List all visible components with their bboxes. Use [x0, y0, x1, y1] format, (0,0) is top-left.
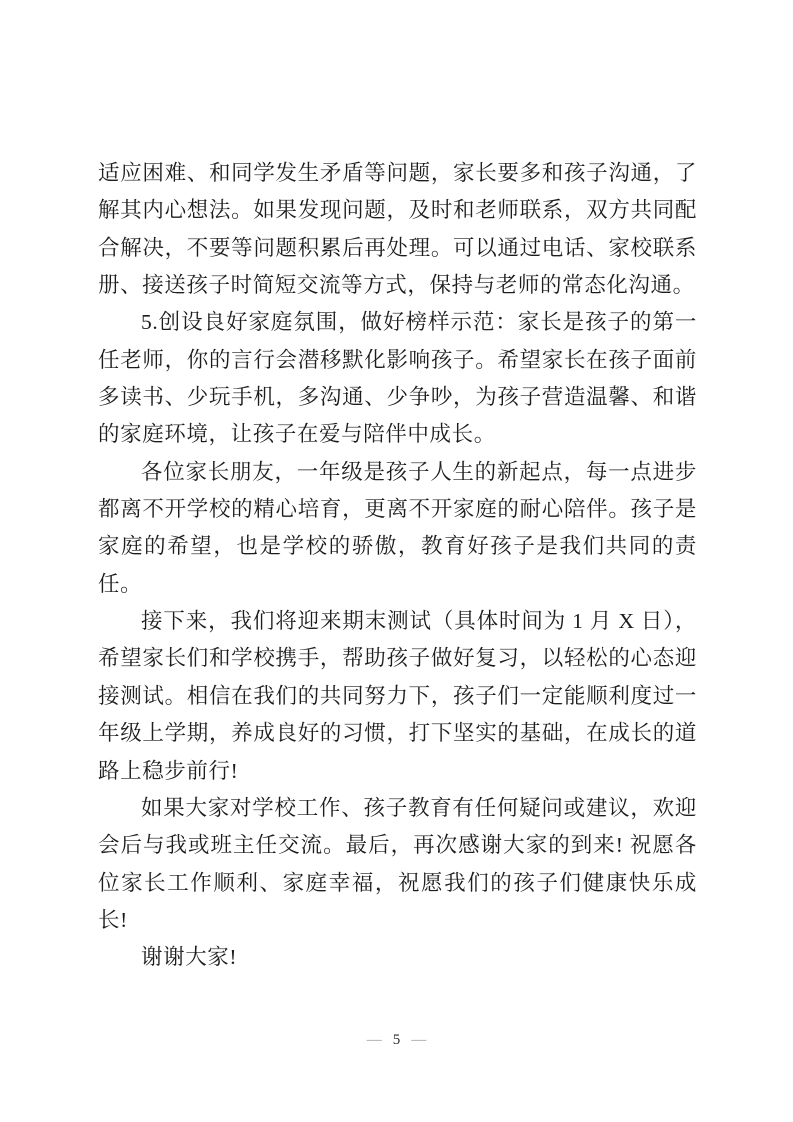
footer-dash-left: — [366, 1032, 382, 1048]
page-footer [0, 1031, 793, 1049]
paragraph-final-exam: 接下来，我们将迎来期末测试（具体时间为 1 月 X 日），希望家长们和学校携手，帮助孩子做好复习，以轻松的心态迎接测试。相信在我们的共同努力下，孩子们一定能顺利度过一年级上学期，养成良好的习惯，打下坚实的基础，在成长的道路上稳步前行! [98, 609, 697, 783]
paragraph-point-5: 5.创设良好家庭氛围，做好榜样示范：家长是孩子的第一任老师，你的言行会潜移默化影响孩子。希望家长在孩子面前多读书、少玩手机，多沟通、少争吵，为孩子营造温馨、和谐的家庭环境，让孩子在爱与陪伴中成长。 [98, 310, 697, 447]
document-body [98, 155, 697, 977]
footer-dash-right: — [411, 1032, 427, 1048]
paragraph-thanks: 谢谢大家! [141, 945, 238, 970]
paragraph-address-parents: 各位家长朋友，一年级是孩子人生的新起点，每一点进步都离不开学校的精心培育，更离不开家庭的耐心陪伴。孩子是家庭的希望，也是学校的骄傲，教育好孩子是我们共同的责任。 [98, 459, 697, 596]
paragraph-closing-wishes: 如果大家对学校工作、孩子教育有任何疑问或建议，欢迎会后与我或班主任交流。最后，再次感谢大家的到来! 祝愿各位家长工作顺利、家庭幸福，祝愿我们的孩子们健康快乐成长! [98, 795, 697, 932]
page-number: 5 [392, 1032, 401, 1048]
paragraph-continuation: 适应困难、和同学发生矛盾等问题，家长要多和孩子沟通，了解其内心想法。如果发现问题，及时和老师联系，双方共同配合解决，不要等问题积累后再处理。可以通过电话、家校联系册、接送孩子时简短交流等方式，保持与老师的常态化沟通。 [98, 161, 697, 298]
